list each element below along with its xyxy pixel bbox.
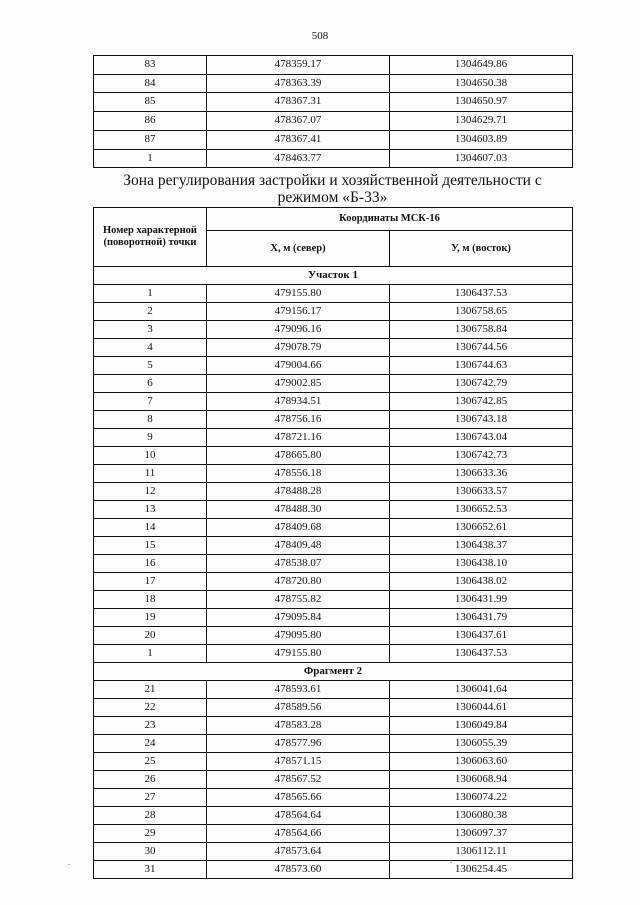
point-number-cell: 31: [94, 861, 207, 879]
x-coordinate-cell: 478577.96: [207, 735, 390, 753]
point-number-cell: 1: [94, 645, 207, 663]
table-row: [94, 303, 573, 321]
table-row: [94, 825, 573, 843]
point-number-cell: 16: [94, 555, 207, 573]
point-number-cell: 6: [94, 375, 207, 393]
point-number-cell: 12: [94, 483, 207, 501]
point-number-cell: 7: [94, 393, 207, 411]
y-coordinate-cell: 1306758.65: [390, 303, 573, 321]
table-row: [94, 573, 573, 591]
y-coordinate-cell: 1306743.18: [390, 411, 573, 429]
point-number-cell: 26: [94, 771, 207, 789]
table-row: [94, 861, 573, 879]
table-row: [94, 285, 573, 303]
point-number-cell: 18: [94, 591, 207, 609]
x-coordinate-cell: 478720.80: [207, 573, 390, 591]
table-row: [94, 393, 573, 411]
point-number-cell: 1: [94, 285, 207, 303]
y-coordinate-cell: 1306055.39: [390, 735, 573, 753]
table-row: [94, 753, 573, 771]
y-coordinate-cell: 1306437.53: [390, 645, 573, 663]
point-number-cell: 24: [94, 735, 207, 753]
y-coordinate-cell: 1306743.04: [390, 429, 573, 447]
x-coordinate-cell: 479004.66: [207, 357, 390, 375]
point-number-cell: 30: [94, 843, 207, 861]
x-coordinate-cell: 478571.15: [207, 753, 390, 771]
point-number-cell: 8: [94, 411, 207, 429]
table-row: [94, 130, 573, 149]
table-row: [94, 339, 573, 357]
y-coordinate-cell: 1306744.63: [390, 357, 573, 375]
x-coordinate-cell: 478593.61: [207, 681, 390, 699]
point-number-cell: 13: [94, 501, 207, 519]
table-row: [94, 591, 573, 609]
y-coordinate-cell: 1306437.53: [390, 285, 573, 303]
y-coordinate-cell: 1306652.61: [390, 519, 573, 537]
x-coordinate-cell: 478565.66: [207, 789, 390, 807]
point-number-cell: 25: [94, 753, 207, 771]
table-row: [94, 681, 573, 699]
table-row: [94, 537, 573, 555]
point-number-cell: 9: [94, 429, 207, 447]
section-title: Участок 1: [94, 267, 573, 285]
y-coordinate-cell: 1306438.02: [390, 573, 573, 591]
x-coordinate-cell: 478463.77: [207, 149, 390, 168]
y-coordinate-cell: 1304607.03: [390, 149, 573, 168]
point-number-cell: 28: [94, 807, 207, 825]
x-coordinate-cell: 478583.28: [207, 717, 390, 735]
y-coordinate-cell: 1304629.71: [390, 112, 573, 131]
continuation-table: [93, 55, 573, 168]
table-row: [94, 321, 573, 339]
y-coordinate-cell: 1306742.73: [390, 447, 573, 465]
point-number-cell: 2: [94, 303, 207, 321]
y-coordinate-cell: 1306437.61: [390, 627, 573, 645]
table-row: [94, 375, 573, 393]
y-coordinate-cell: 1306112.11: [390, 843, 573, 861]
table-row: [94, 93, 573, 112]
point-number-cell: 86: [94, 112, 207, 131]
y-coordinate-cell: 1306438.10: [390, 555, 573, 573]
point-number-cell: 84: [94, 74, 207, 93]
table-row: [94, 74, 573, 93]
x-coordinate-cell: 478488.28: [207, 483, 390, 501]
point-number-cell: 21: [94, 681, 207, 699]
table-row: [94, 627, 573, 645]
table-row: [94, 699, 573, 717]
y-coordinate-cell: 1304649.86: [390, 56, 573, 75]
table-row: [94, 645, 573, 663]
point-number-cell: 10: [94, 447, 207, 465]
section-header-row: [94, 663, 573, 681]
table-row: [94, 555, 573, 573]
x-coordinate-cell: 478573.64: [207, 843, 390, 861]
point-number-cell: 87: [94, 130, 207, 149]
y-coordinate-cell: 1306633.57: [390, 483, 573, 501]
y-coordinate-cell: 1306633.36: [390, 465, 573, 483]
y-coordinate-cell: 1306431.99: [390, 591, 573, 609]
y-coordinate-cell: 1306742.85: [390, 393, 573, 411]
x-coordinate-cell: 479002.85: [207, 375, 390, 393]
point-number-cell: 23: [94, 717, 207, 735]
y-coordinate-cell: 1306063.60: [390, 753, 573, 771]
x-coordinate-cell: 479095.80: [207, 627, 390, 645]
zone-title-line2: режимом «Б-33»: [277, 189, 388, 206]
table-row: [94, 56, 573, 75]
table-row: [94, 735, 573, 753]
point-number-cell: 1: [94, 149, 207, 168]
point-number-cell: 20: [94, 627, 207, 645]
x-coordinate-cell: 478538.07: [207, 555, 390, 573]
y-coordinate-cell: 1306744.56: [390, 339, 573, 357]
page-number: 508: [311, 30, 329, 42]
x-coordinate-cell: 478409.48: [207, 537, 390, 555]
table-row: [94, 429, 573, 447]
x-coordinate-cell: 478665.80: [207, 447, 390, 465]
point-number-cell: 85: [94, 93, 207, 112]
x-coordinate-cell: 478367.07: [207, 112, 390, 131]
y-coordinate-cell: 1306652.53: [390, 501, 573, 519]
x-coordinate-cell: 478589.56: [207, 699, 390, 717]
point-number-cell: 22: [94, 699, 207, 717]
x-coordinate-cell: 479096.16: [207, 321, 390, 339]
point-number-cell: 83: [94, 56, 207, 75]
x-coordinate-cell: 478367.31: [207, 93, 390, 112]
y-coordinate-cell: 1304650.97: [390, 93, 573, 112]
y-coordinate-cell: 1306049.84: [390, 717, 573, 735]
x-coordinate-cell: 478564.66: [207, 825, 390, 843]
x-coordinate-cell: 478363.39: [207, 74, 390, 93]
zone-title: [93, 172, 572, 206]
y-coordinate-cell: 1306041.64: [390, 681, 573, 699]
x-coordinate-cell: 478567.52: [207, 771, 390, 789]
point-number-cell: 19: [94, 609, 207, 627]
x-coordinate-cell: 478564.64: [207, 807, 390, 825]
header-y: У, м (восток): [390, 231, 573, 267]
header-x: X, м (север): [207, 231, 390, 267]
coordinates-table: [93, 207, 573, 879]
scan-mark: .: [68, 857, 71, 867]
section-title: Фрагмент 2: [94, 663, 573, 681]
table-row: [94, 149, 573, 168]
table-row: [94, 789, 573, 807]
x-coordinate-cell: 479155.80: [207, 285, 390, 303]
y-coordinate-cell: 1306438.37: [390, 537, 573, 555]
table-row: [94, 717, 573, 735]
x-coordinate-cell: 478934.51: [207, 393, 390, 411]
x-coordinate-cell: 478721.16: [207, 429, 390, 447]
point-number-cell: 3: [94, 321, 207, 339]
y-coordinate-cell: 1306044.61: [390, 699, 573, 717]
point-number-cell: 17: [94, 573, 207, 591]
y-coordinate-cell: 1306074.22: [390, 789, 573, 807]
point-number-cell: 27: [94, 789, 207, 807]
y-coordinate-cell: 1306254.45: [390, 861, 573, 879]
y-coordinate-cell: 1306742.79: [390, 375, 573, 393]
y-coordinate-cell: 1306097.37: [390, 825, 573, 843]
table-row: [94, 411, 573, 429]
table-row: [94, 807, 573, 825]
point-number-cell: 15: [94, 537, 207, 555]
x-coordinate-cell: 478573.60: [207, 861, 390, 879]
table-row: [94, 519, 573, 537]
table-row: [94, 843, 573, 861]
point-number-cell: 5: [94, 357, 207, 375]
table-row: [94, 609, 573, 627]
y-coordinate-cell: 1306068.94: [390, 771, 573, 789]
x-coordinate-cell: 479095.84: [207, 609, 390, 627]
zone-title-line1: Зона регулирования застройки и хозяйственной деятельности с: [123, 172, 542, 189]
point-number-cell: 14: [94, 519, 207, 537]
scan-mark: .: [450, 855, 453, 865]
y-coordinate-cell: 1304603.89: [390, 130, 573, 149]
table-row: [94, 357, 573, 375]
table-row: [94, 112, 573, 131]
point-number-cell: 29: [94, 825, 207, 843]
table-row: [94, 483, 573, 501]
x-coordinate-cell: 478367.41: [207, 130, 390, 149]
x-coordinate-cell: 479078.79: [207, 339, 390, 357]
x-coordinate-cell: 479155.80: [207, 645, 390, 663]
x-coordinate-cell: 478755.82: [207, 591, 390, 609]
x-coordinate-cell: 478409.68: [207, 519, 390, 537]
x-coordinate-cell: 478556.18: [207, 465, 390, 483]
table-row: [94, 771, 573, 789]
header-coordinates: Координаты МСК-16: [207, 208, 573, 231]
table-row: [94, 465, 573, 483]
table-row: [94, 447, 573, 465]
y-coordinate-cell: 1304650.38: [390, 74, 573, 93]
x-coordinate-cell: 479156.17: [207, 303, 390, 321]
table-row: [94, 501, 573, 519]
y-coordinate-cell: 1306758.84: [390, 321, 573, 339]
header-point-number: Номер характерной (поворотной) точки: [94, 208, 207, 267]
x-coordinate-cell: 478359.17: [207, 56, 390, 75]
x-coordinate-cell: 478488.30: [207, 501, 390, 519]
point-number-cell: 11: [94, 465, 207, 483]
x-coordinate-cell: 478756.16: [207, 411, 390, 429]
y-coordinate-cell: 1306431.79: [390, 609, 573, 627]
section-header-row: [94, 267, 573, 285]
point-number-cell: 4: [94, 339, 207, 357]
y-coordinate-cell: 1306080.38: [390, 807, 573, 825]
